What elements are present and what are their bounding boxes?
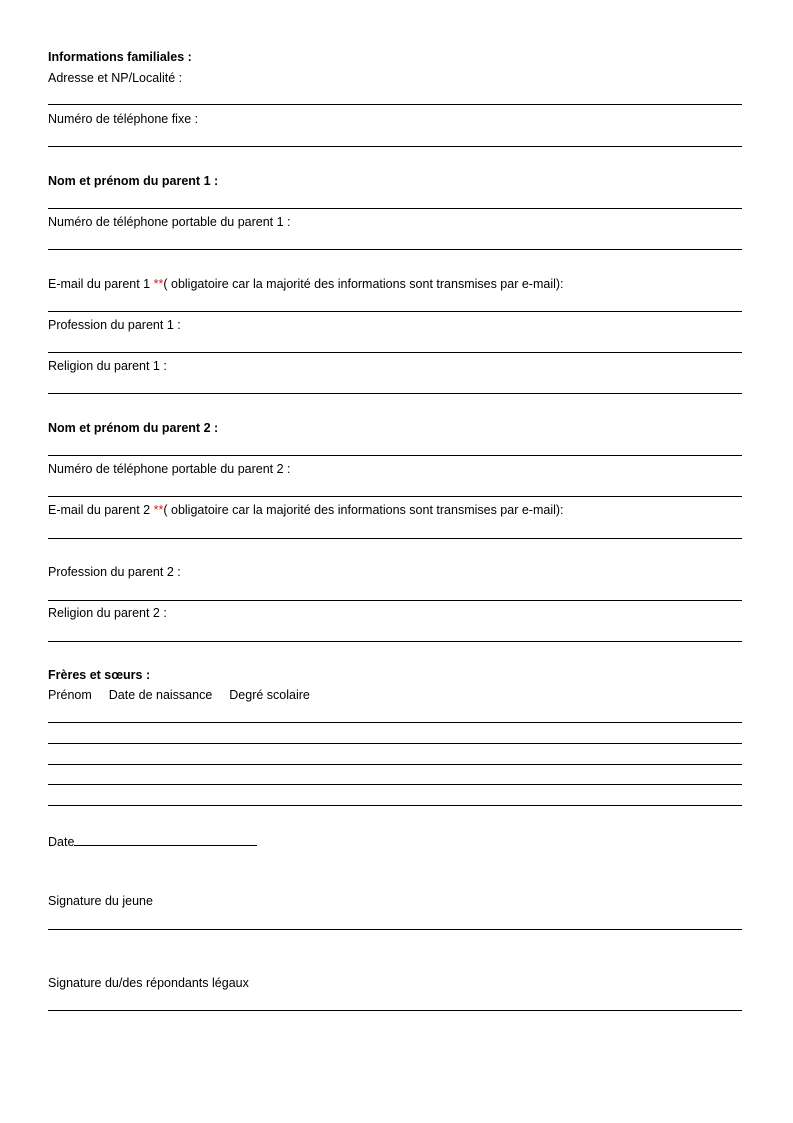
landline-line[interactable]	[48, 146, 742, 147]
parent1-email-asterisks: **	[153, 277, 164, 291]
address-line[interactable]	[48, 104, 742, 105]
date-field-line[interactable]	[74, 833, 257, 846]
parent2-email-line[interactable]	[48, 538, 742, 539]
parent1-religion-line[interactable]	[48, 393, 742, 394]
parent2-email-note: ( obligatoire car la majorité des informations sont transmises par e-mail):	[163, 503, 564, 517]
parent1-religion-label: Religion du parent 1 :	[48, 359, 167, 373]
signature-youth-line[interactable]	[48, 929, 742, 930]
signature-guardians-line[interactable]	[48, 1010, 742, 1011]
parent1-name-line[interactable]	[48, 208, 742, 209]
parent2-email-row	[48, 503, 564, 518]
parent1-profession-label: Profession du parent 1 :	[48, 318, 181, 332]
sibling-line-5[interactable]	[48, 805, 742, 806]
parent2-mobile-label: Numéro de téléphone portable du parent 2 :	[48, 462, 291, 476]
parent1-email-row	[48, 277, 564, 292]
parent1-name-label: Nom et prénom du parent 1 :	[48, 174, 219, 188]
parent2-profession-label: Profession du parent 2 :	[48, 565, 181, 579]
date-label: Date	[48, 835, 75, 849]
parent1-email-label: E-mail du parent 1	[48, 277, 151, 291]
parent2-email-label: E-mail du parent 2	[48, 503, 151, 517]
parent2-name-label: Nom et prénom du parent 2 :	[48, 421, 219, 435]
address-label: Adresse et NP/Localité :	[48, 71, 183, 85]
signature-youth-label: Signature du jeune	[48, 894, 153, 908]
parent1-email-note: ( obligatoire car la majorité des informations sont transmises par e-mail):	[163, 277, 564, 291]
parent2-religion-label: Religion du parent 2 :	[48, 606, 167, 620]
section-title: Informations familiales :	[48, 50, 192, 64]
parent1-mobile-line[interactable]	[48, 249, 742, 250]
siblings-col-school-grade: Degré scolaire	[229, 688, 310, 702]
date-row	[48, 833, 257, 850]
landline-label: Numéro de téléphone fixe :	[48, 112, 199, 126]
parent2-mobile-line[interactable]	[48, 496, 742, 497]
sibling-line-4[interactable]	[48, 784, 742, 785]
parent2-religion-line[interactable]	[48, 641, 742, 642]
parent2-email-asterisks: **	[153, 503, 164, 517]
sibling-line-3[interactable]	[48, 764, 742, 765]
sibling-line-1[interactable]	[48, 722, 742, 723]
parent1-email-line[interactable]	[48, 311, 742, 312]
parent2-name-line[interactable]	[48, 455, 742, 456]
parent2-profession-line[interactable]	[48, 600, 742, 601]
siblings-title: Frères et sœurs :	[48, 668, 151, 682]
sibling-line-2[interactable]	[48, 743, 742, 744]
parent1-profession-line[interactable]	[48, 352, 742, 353]
siblings-header	[48, 688, 310, 703]
siblings-col-birthdate: Date de naissance	[108, 688, 213, 702]
signature-guardians-label: Signature du/des répondants légaux	[48, 976, 249, 990]
siblings-col-firstname: Prénom	[48, 688, 92, 702]
parent1-mobile-label: Numéro de téléphone portable du parent 1 :	[48, 215, 291, 229]
